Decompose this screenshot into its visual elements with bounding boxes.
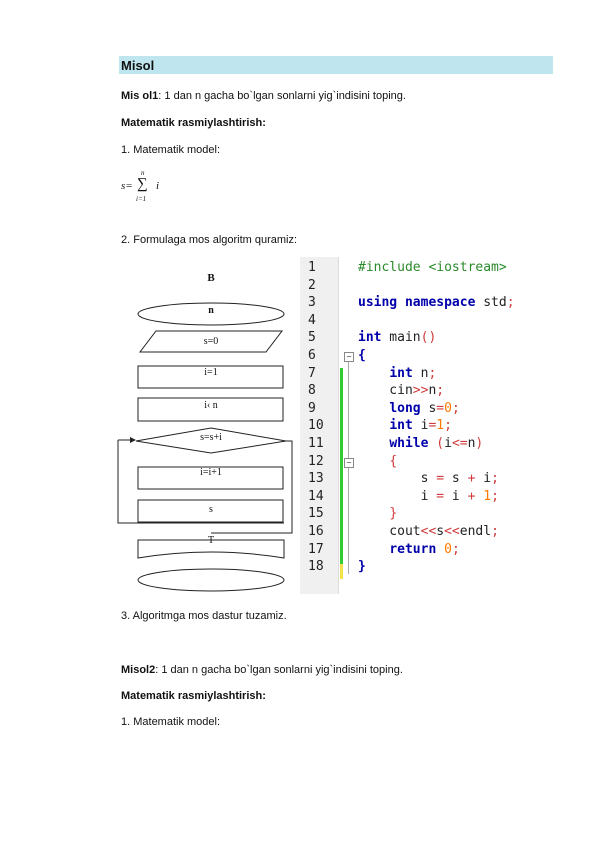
code-token: i <box>444 488 468 504</box>
flowchart-input-label: s=0 <box>203 336 219 347</box>
code-token: s <box>420 400 437 416</box>
code-line <box>358 454 397 469</box>
item-algorithm: 2. Formulaga mos algoritm quramiz: <box>121 234 298 246</box>
flowchart-step2-label: i‹ n <box>204 400 218 411</box>
line-number: 10 <box>308 418 324 434</box>
flowchart-output-label: s <box>209 504 213 515</box>
line-number: 3 <box>308 295 316 311</box>
code-token: ; <box>491 524 499 539</box>
code-token: s <box>436 524 445 539</box>
code-line <box>358 506 397 521</box>
line-number: 4 <box>308 312 316 328</box>
code-token: >> <box>412 383 429 399</box>
code-token: cout <box>358 524 421 539</box>
section-heading: Misol <box>121 58 155 73</box>
code-token: return <box>389 541 437 557</box>
flowchart-step3-label: i=i+1 <box>200 467 222 478</box>
code-line <box>358 524 499 539</box>
section-heading-bar <box>119 56 553 74</box>
code-token: i <box>475 471 492 487</box>
line-number: 18 <box>308 559 324 575</box>
code-token: s <box>444 471 468 487</box>
code-token: = <box>436 400 445 416</box>
code-token <box>436 542 444 557</box>
code-token: <= <box>451 436 468 451</box>
code-token: 0 <box>444 541 452 557</box>
code-token: #include <iostream> <box>358 260 507 275</box>
changed-lines-marker <box>340 368 343 565</box>
sum-formula <box>121 169 181 206</box>
code-line <box>358 348 366 363</box>
formal-heading: Matematik rasmiylashtirish: <box>121 117 266 129</box>
line-number: 2 <box>308 277 316 293</box>
code-token: ; <box>428 365 437 381</box>
code-token: cin <box>358 383 413 399</box>
task1-paragraph <box>121 90 406 102</box>
item-program: 3. Algoritmga mos dastur tuzamiz. <box>121 610 287 622</box>
item-math-model: 1. Matematik model: <box>121 144 221 156</box>
code-line <box>358 383 444 398</box>
code-token: endl <box>459 524 492 539</box>
fold-main-icon[interactable]: − <box>344 352 354 362</box>
fold-while-icon[interactable]: − <box>344 458 354 468</box>
code-token: std <box>475 295 507 311</box>
line-number: 6 <box>308 348 316 363</box>
code-token: ; <box>506 295 515 311</box>
formula-term: i <box>156 180 160 192</box>
code-token: ; <box>451 400 460 416</box>
item-math-model-2: 1. Matematik model: <box>121 716 221 728</box>
line-number: 14 <box>308 488 324 504</box>
code-token <box>358 366 389 381</box>
code-line <box>358 542 460 557</box>
code-line <box>358 559 366 574</box>
code-token: = <box>428 418 437 434</box>
flowchart <box>110 258 300 598</box>
flowchart-step1-label: i=1 <box>204 367 218 378</box>
code-token <box>358 542 389 557</box>
code-token <box>358 506 389 521</box>
code-token: ; <box>491 488 499 504</box>
line-number: 17 <box>308 541 324 557</box>
code-token: int <box>389 365 413 381</box>
line-number: 1 <box>308 260 316 275</box>
code-token: { <box>358 348 366 363</box>
flowchart-loop-line <box>118 440 284 523</box>
code-token: ( <box>436 436 445 451</box>
code-line <box>358 436 483 451</box>
code-line <box>358 295 515 310</box>
fold-while-line <box>348 468 349 518</box>
line-number: 5 <box>308 330 316 346</box>
code-token: int <box>389 418 413 434</box>
task1-label: Mis ol1 <box>121 90 159 102</box>
code-token: ) <box>475 436 484 451</box>
code-token: main <box>381 330 421 346</box>
line-number: 16 <box>308 524 324 539</box>
code-token: = <box>436 488 445 504</box>
task2-paragraph <box>121 664 403 676</box>
flowchart-decision-label: s=s+i <box>200 432 222 443</box>
task2-text: : 1 dan n gacha bo`lgan sonlarni yig`indisini toping. <box>155 664 403 676</box>
code-token: 0 <box>444 400 452 416</box>
code-token: ; <box>436 383 445 399</box>
code-token: 1 <box>436 418 445 434</box>
code-line <box>358 401 460 416</box>
formula-lhs: s= <box>121 180 133 192</box>
line-number: 9 <box>308 400 316 416</box>
code-editor[interactable] <box>300 257 554 594</box>
code-token: () <box>420 330 437 346</box>
modified-line-marker <box>340 564 343 579</box>
code-line <box>358 366 436 381</box>
flowchart-start-label: n <box>208 305 214 316</box>
line-number: 15 <box>308 506 324 522</box>
code-token: = <box>436 471 445 487</box>
code-token: long <box>389 400 421 416</box>
formula-upper: n <box>141 169 145 177</box>
code-token: ; <box>444 418 452 434</box>
sigma-symbol: ∑ <box>137 176 148 192</box>
code-token: while <box>389 436 429 451</box>
task1-text: : 1 dan n gacha bo`lgan sonlarni yig`indisini toping. <box>158 90 406 102</box>
line-number: 13 <box>308 471 324 487</box>
line-number: 8 <box>308 383 316 399</box>
code-token: ; <box>451 541 460 557</box>
code-token: 1 <box>483 488 492 504</box>
line-number: 7 <box>308 365 316 381</box>
code-line <box>358 471 499 486</box>
code-line <box>358 330 436 345</box>
code-token: i <box>444 436 452 451</box>
formula-lower: i=1 <box>136 195 147 203</box>
code-line <box>358 260 507 275</box>
code-token: { <box>389 453 398 469</box>
code-token: ; <box>491 471 499 487</box>
code-line <box>358 418 452 433</box>
code-token: + <box>467 488 476 504</box>
code-token <box>358 401 389 416</box>
line-number: 11 <box>308 436 324 451</box>
flowchart-loop-arrowhead <box>130 437 136 443</box>
code-line <box>358 489 499 504</box>
task2-label: Misol2 <box>121 664 156 676</box>
formal-heading-2: Matematik rasmiylashtirish: <box>121 690 266 702</box>
code-token: n <box>412 365 429 381</box>
flowchart-exit-line <box>211 441 292 533</box>
code-token: n <box>428 383 437 399</box>
code-token: } <box>358 559 366 575</box>
flowchart-title: B <box>207 272 215 284</box>
flowchart-end-terminal <box>138 569 284 591</box>
code-token: using namespace <box>358 295 476 311</box>
code-token: } <box>389 506 398 522</box>
code-token <box>358 418 389 433</box>
code-token <box>358 436 389 451</box>
code-token <box>358 454 389 469</box>
code-token: s <box>358 471 437 487</box>
code-token: n <box>467 436 476 451</box>
code-token: i <box>412 418 429 434</box>
code-token: << <box>444 524 460 539</box>
code-token: int <box>358 330 382 346</box>
code-token: << <box>420 524 437 539</box>
code-token: i <box>358 488 437 504</box>
code-token: + <box>467 471 476 487</box>
flowchart-end-label: T <box>207 535 215 546</box>
line-number: 12 <box>308 453 324 469</box>
